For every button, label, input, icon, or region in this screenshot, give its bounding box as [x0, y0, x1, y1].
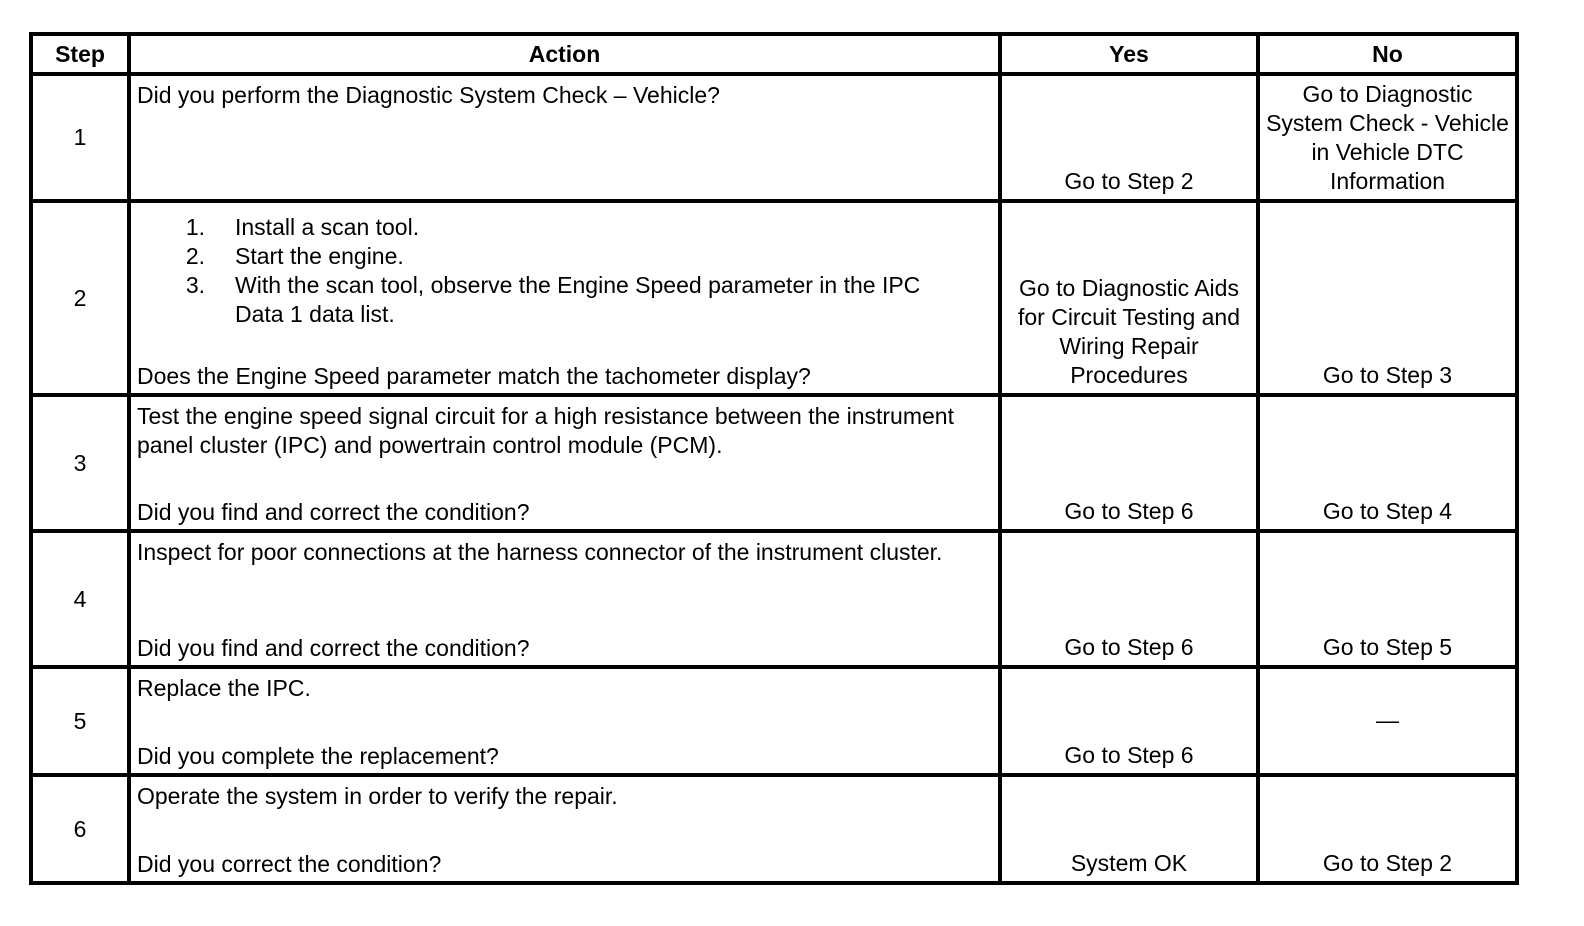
action-question: Did you complete the replacement? — [137, 743, 499, 769]
substep-number: 3. — [185, 272, 205, 298]
action-text: Inspect for poor connections at the harness connector of the instrument cluster. — [137, 539, 943, 565]
yes-cell: Go to Step 6 — [1000, 395, 1258, 531]
action-cell — [129, 74, 1000, 201]
action-text: Operate the system in order to verify the repair. — [137, 783, 618, 809]
no-cell: Go to Step 3 — [1258, 201, 1517, 395]
step-number: 5 — [31, 667, 129, 775]
no-cell: Go to Step 5 — [1258, 531, 1517, 667]
action-cell — [129, 775, 1000, 883]
no-cell: Go to Diagnostic System Check - Vehicle in Vehicle DTC Information — [1258, 74, 1517, 201]
action-question: Did you correct the condition? — [137, 851, 442, 877]
yes-cell: System OK — [1000, 775, 1258, 883]
header-yes: Yes — [1000, 34, 1258, 74]
yes-cell: Go to Diagnostic Aids for Circuit Testing and Wiring Repair Procedures — [1000, 201, 1258, 395]
table-row — [31, 775, 1517, 883]
table-header-row — [31, 34, 1517, 74]
diagnostic-table — [29, 32, 1519, 885]
action-text: Did you perform the Diagnostic System Check – Vehicle? — [137, 82, 720, 108]
yes-cell: Go to Step 6 — [1000, 531, 1258, 667]
substep-text: With the scan tool, observe the Engine Speed parameter in the IPC Data 1 data list. — [235, 272, 921, 327]
table-row — [31, 201, 1517, 395]
header-no: No — [1258, 34, 1517, 74]
action-question: Did you find and correct the condition? — [137, 635, 530, 661]
substep-list — [137, 213, 992, 329]
yes-cell: Go to Step 6 — [1000, 667, 1258, 775]
action-cell — [129, 531, 1000, 667]
action-cell — [129, 201, 1000, 395]
table-row — [31, 667, 1517, 775]
action-text: Test the engine speed signal circuit for a high resistance between the instrument panel cluster (IPC) and powertrain control module (PCM). — [137, 403, 954, 458]
step-number: 4 — [31, 531, 129, 667]
substep-text: Start the engine. — [235, 243, 404, 269]
table-row — [31, 531, 1517, 667]
table-row — [31, 74, 1517, 201]
substep-item — [137, 213, 992, 242]
action-text: Replace the IPC. — [137, 675, 311, 701]
substep-number: 2. — [185, 243, 205, 269]
no-cell: — — [1258, 667, 1517, 775]
step-number: 6 — [31, 775, 129, 883]
table-row — [31, 395, 1517, 531]
substep-item — [137, 242, 992, 271]
header-step: Step — [31, 34, 129, 74]
yes-cell: Go to Step 2 — [1000, 74, 1258, 201]
action-cell — [129, 395, 1000, 531]
substep-text: Install a scan tool. — [235, 214, 420, 240]
no-cell: Go to Step 2 — [1258, 775, 1517, 883]
step-number: 3 — [31, 395, 129, 531]
header-action: Action — [129, 34, 1000, 74]
step-number: 2 — [31, 201, 129, 395]
substep-number: 1. — [185, 214, 205, 240]
action-question: Does the Engine Speed parameter match the tachometer display? — [137, 363, 811, 389]
step-number: 1 — [31, 74, 129, 201]
substep-item — [137, 271, 992, 329]
no-cell: Go to Step 4 — [1258, 395, 1517, 531]
action-cell — [129, 667, 1000, 775]
action-question: Did you find and correct the condition? — [137, 499, 530, 525]
